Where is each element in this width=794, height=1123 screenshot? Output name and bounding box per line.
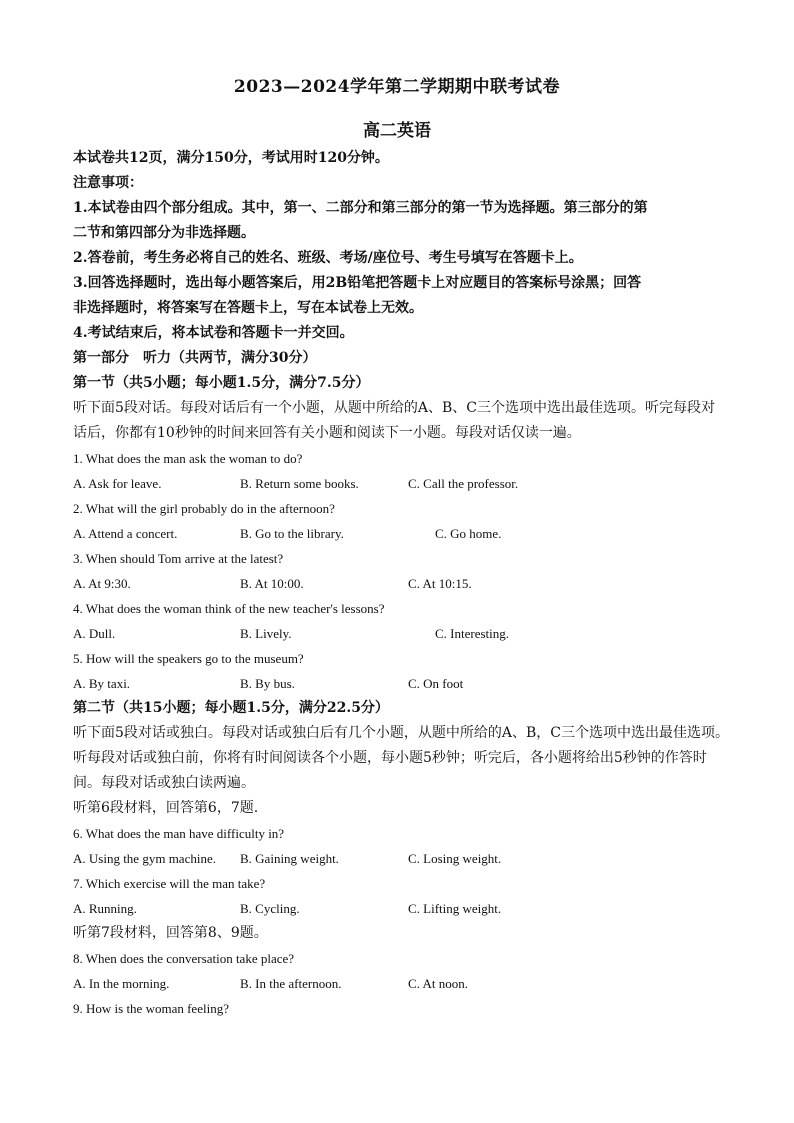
material-6-heading: 听第6段材料，回答第6，7题.	[73, 800, 259, 816]
question-3: 3. When should Tom arrive at the latest?	[73, 551, 284, 566]
option-b: B. By bus.	[240, 676, 295, 691]
option-a: A. Dull.	[73, 626, 116, 641]
option-c: C. Losing weight.	[408, 851, 502, 866]
notice-3b: 非选择题时，将答案写在答题卡上，写在本试卷上无效。	[73, 300, 423, 316]
question-5: 5. How will the speakers go to the museum?	[73, 651, 304, 666]
exam-content	[73, 146, 730, 1021]
option-c: C. At 10:15.	[408, 576, 472, 591]
section1-instruction-b: 话后，你都有10秒钟的时间来回答有关小题和阅读下一小题。每段对话仅读一遍。	[73, 425, 581, 441]
notice-title: 注意事项：	[73, 175, 143, 191]
material-7-heading: 听第7段材料，回答第8、9题。	[73, 925, 268, 941]
option-b: B. Cycling.	[240, 901, 300, 916]
option-b: B. Lively.	[240, 626, 292, 641]
question-4-options	[73, 621, 725, 646]
notice-4: 4.考试结束后，将本试卷和答题卡一并交回。	[73, 325, 354, 341]
option-a: A. Attend a concert.	[73, 526, 178, 541]
option-c: C. Go home.	[435, 526, 502, 541]
option-b: B. At 10:00.	[240, 576, 304, 591]
option-a: A. Running.	[73, 901, 137, 916]
option-a: A. By taxi.	[73, 676, 131, 691]
notice-2: 2.答卷前，考生务必将自己的姓名、班级、考场/座位号、考生号填写在答题卡上。	[73, 250, 583, 266]
option-a: A. Ask for leave.	[73, 476, 162, 491]
option-c: C. Lifting weight.	[408, 901, 502, 916]
option-a: A. At 9:30.	[73, 576, 131, 591]
option-b: B. Return some books.	[240, 476, 359, 491]
notice-3a: 3.回答选择题时，选出每小题答案后，用2B铅笔把答题卡上对应题目的答案标号涂黑；回答	[73, 275, 642, 291]
option-a: A. In the morning.	[73, 976, 170, 991]
section2-instruction-a: 听下面5段对话或独白。每段对话或独白后有几个小题，从题中所给的A、B，C三个选项中选出最佳选项。	[73, 725, 730, 741]
question-2: 2. What will the girl probably do in the afternoon?	[73, 501, 335, 516]
section2-instruction-c: 间。每段对话或独白读两遍。	[73, 775, 255, 791]
exam-info: 本试卷共12页，满分150分，考试用时120分钟。	[73, 150, 389, 166]
question-3-options	[73, 571, 725, 596]
question-6-options	[73, 846, 725, 871]
option-a: A. Using the gym machine.	[73, 851, 216, 866]
option-c: C. On foot	[408, 676, 464, 691]
section1-title: 第一节（共5小题；每小题1.5分，满分7.5分）	[73, 375, 370, 391]
option-c: C. Interesting.	[435, 626, 510, 641]
option-c: C. Call the professor.	[408, 476, 519, 491]
question-2-options	[73, 521, 725, 546]
section2-instruction-b: 听每段对话或独白前，你将有时间阅读各个小题，每小题5秒钟；听完后，各小题将给出5秒钟的作答时	[73, 750, 707, 766]
question-7-options	[73, 896, 725, 921]
question-7: 7. Which exercise will the man take?	[73, 876, 266, 891]
section2-title: 第二节（共15小题；每小题1.5分，满分22.5分）	[73, 700, 389, 716]
question-8: 8. When does the conversation take place?	[73, 951, 295, 966]
question-9: 9. How is the woman feeling?	[73, 1001, 229, 1016]
question-1-options	[73, 471, 725, 496]
exam-subject: 高二英语	[363, 121, 431, 141]
exam-title: 2023—2024学年第二学期期中联考试卷	[233, 77, 561, 97]
option-b: B. Gaining weight.	[240, 851, 339, 866]
section1-instruction-a: 听下面5段对话。每段对话后有一个小题，从题中所给的A、B、C三个选项中选出最佳选项。听完每段对	[73, 400, 716, 416]
question-4: 4. What does the woman think of the new teacher's lessons?	[73, 601, 385, 616]
option-b: B. Go to the library.	[240, 526, 344, 541]
notice-1a: 1.本试卷由四个部分组成。其中，第一、二部分和第三部分的第一节为选择题。第三部分的第	[73, 200, 648, 216]
question-5-options	[73, 671, 725, 696]
question-6: 6. What does the man have difficulty in?	[73, 826, 285, 841]
part1-title: 第一部分 听力（共两节，满分30分）	[73, 350, 317, 366]
question-1: 1. What does the man ask the woman to do?	[73, 451, 303, 466]
option-b: B. In the afternoon.	[240, 976, 342, 991]
option-c: C. At noon.	[408, 976, 468, 991]
question-8-options	[73, 971, 725, 996]
notice-1b: 二节和第四部分为非选择题。	[73, 225, 255, 241]
